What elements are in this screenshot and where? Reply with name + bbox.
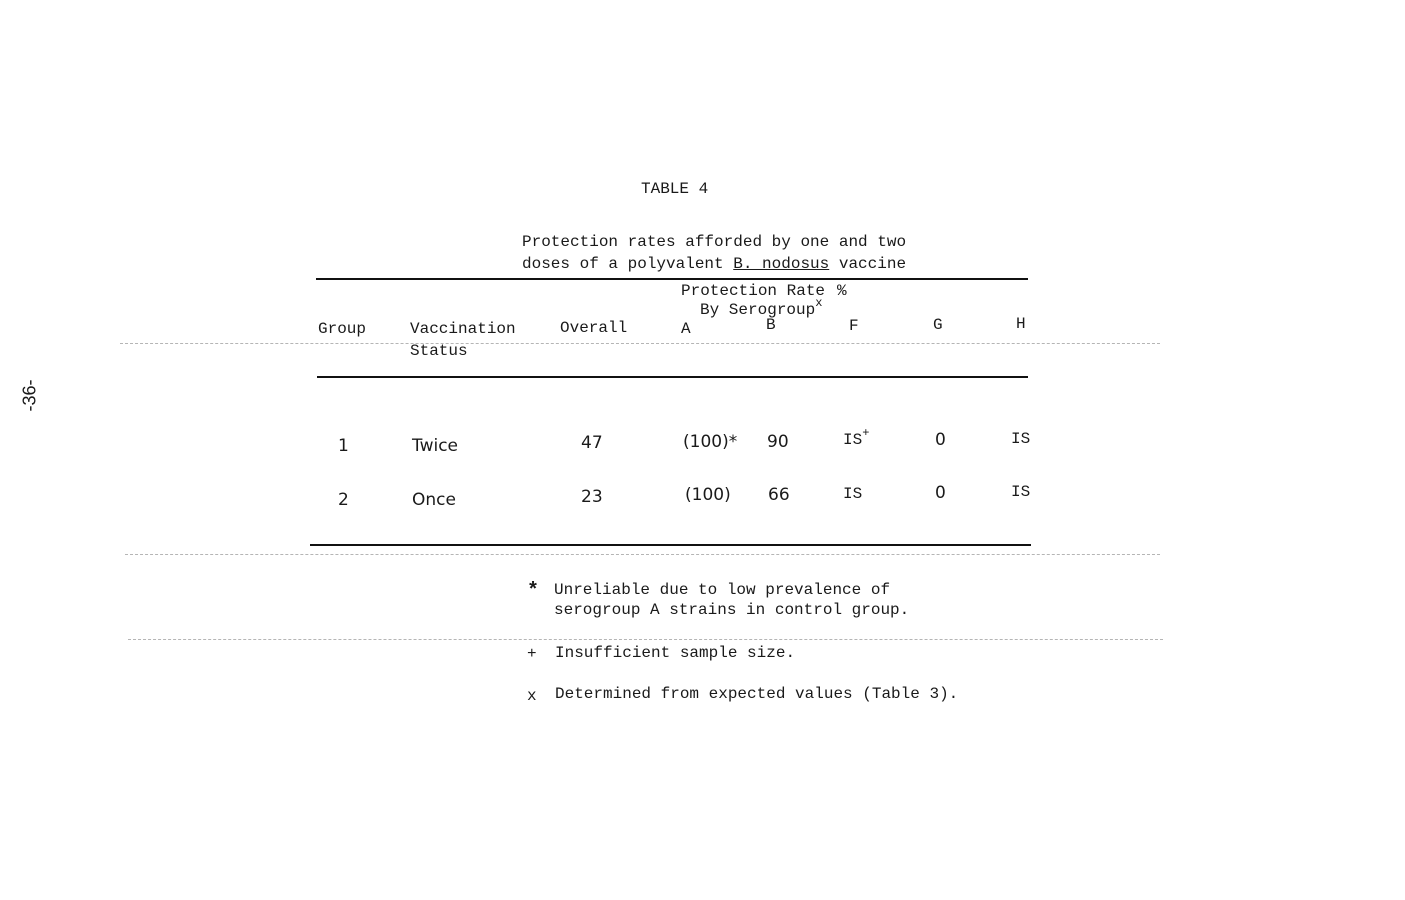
cell-serogroup-g: 0	[935, 430, 946, 450]
cell-overall: 47	[581, 433, 603, 453]
caption-text-post: vaccine	[829, 255, 907, 273]
cell-status: Twice	[412, 436, 459, 456]
cell-status: Once	[412, 490, 456, 510]
footnote-text: serogroup A strains in control group.	[554, 601, 910, 619]
cell-f-value: IS	[843, 485, 863, 503]
cell-serogroup-g: 0	[935, 483, 946, 503]
table-label: TABLE 4	[641, 180, 709, 198]
cell-group: 1	[338, 436, 349, 456]
scan-line	[125, 554, 1160, 555]
footnote-symbol-asterisk: *	[527, 580, 540, 603]
cell-serogroup-h: IS	[1011, 430, 1031, 448]
header-protection-rate: Protection Rate	[681, 282, 826, 300]
footnote-symbol-plus: +	[527, 645, 537, 663]
cell-group: 2	[338, 490, 349, 510]
cell-f-value: IS	[843, 431, 863, 449]
by-serogroup-label: By Serogroup	[700, 301, 816, 319]
cell-serogroup-h: IS	[1011, 483, 1031, 501]
scan-line	[120, 343, 1160, 344]
header-serogroup-f: F	[849, 317, 859, 335]
footnote-text: Unreliable due to low prevalence of	[554, 581, 891, 599]
header-vaccination-status: Vaccination	[410, 320, 516, 338]
header-serogroup-b: B	[766, 316, 776, 334]
header-serogroup-h: H	[1016, 315, 1026, 333]
caption-text-pre: doses of a polyvalent	[522, 255, 734, 273]
header-by-serogroup	[700, 296, 823, 319]
cell-serogroup-a: (100)*	[683, 432, 738, 452]
header-serogroup-a: A	[681, 320, 691, 338]
header-rule	[317, 376, 1028, 378]
caption-line-2	[522, 255, 906, 273]
footnote-symbol-x: x	[527, 687, 537, 705]
page-number: -36-	[19, 379, 40, 412]
footnote-text: Determined from expected values (Table 3).	[555, 685, 959, 703]
cell-serogroup-a: (100)	[685, 485, 731, 505]
header-vaccination-status-2: Status	[410, 342, 468, 360]
cell-serogroup-f	[843, 426, 870, 449]
header-serogroup-g: G	[933, 316, 943, 334]
table-top-rule	[316, 278, 1028, 280]
table-bottom-rule	[310, 544, 1031, 546]
cell-serogroup-b: 90	[767, 432, 789, 452]
cell-serogroup-f	[843, 485, 862, 503]
header-percent: %	[837, 282, 847, 300]
insufficient-marker: +	[862, 426, 870, 440]
serogroup-marker: x	[815, 296, 823, 310]
cell-serogroup-b: 66	[768, 485, 790, 505]
scan-line	[128, 639, 1163, 640]
caption-line-1: Protection rates afforded by one and two	[522, 233, 907, 251]
cell-overall: 23	[581, 487, 603, 507]
species-name: B. nodosus	[733, 255, 830, 273]
header-overall: Overall	[560, 319, 628, 337]
footnote-text: Insufficient sample size.	[555, 644, 796, 662]
header-group: Group	[318, 320, 367, 338]
